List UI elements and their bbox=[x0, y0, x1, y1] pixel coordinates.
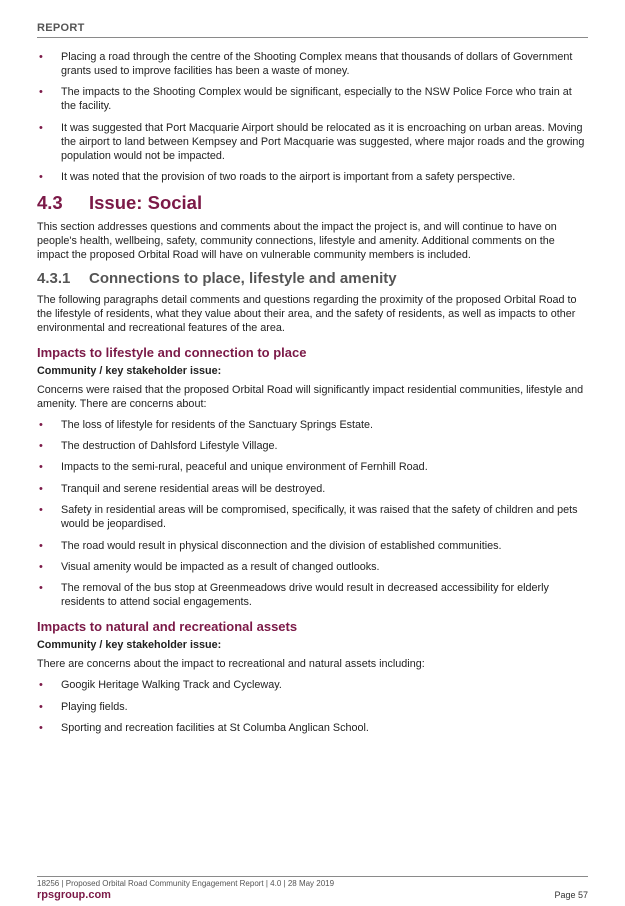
bullet-icon: • bbox=[39, 679, 43, 692]
list-item: • It was noted that the provision of two roads to the airport is important from a safety perspective. bbox=[39, 171, 516, 184]
page-footer bbox=[37, 876, 588, 901]
page-content bbox=[37, 50, 588, 742]
section-number: 4.3 bbox=[37, 191, 63, 213]
list-item: • The road would result in physical disconnection and the division of established communities. bbox=[39, 539, 502, 552]
lifestyle-bullet-list bbox=[37, 418, 588, 610]
bullet-icon: • bbox=[39, 482, 43, 495]
subsection-heading bbox=[37, 270, 588, 287]
natural-issue-label: Community / key stakeholder issue: bbox=[37, 639, 222, 652]
list-item: • Googik Heritage Walking Track and Cycleway. bbox=[39, 679, 282, 692]
lifestyle-issue-label: Community / key stakeholder issue: bbox=[37, 364, 222, 377]
bullet-icon: • bbox=[39, 560, 43, 573]
bullet-icon: • bbox=[39, 582, 43, 595]
list-item: • Visual amenity would be impacted as a result of changed outlooks. bbox=[39, 560, 380, 573]
list-item: • The loss of lifestyle for residents of the Sanctuary Springs Estate. bbox=[39, 418, 374, 431]
list-item: • Tranquil and serene residential areas will be destroyed. bbox=[39, 482, 326, 495]
page-number: Page 57 bbox=[554, 890, 588, 900]
list-item: • Safety in residential areas will be compromised, specifically, it was raised that the safety of children and pets would be jeopardised. bbox=[39, 504, 578, 531]
bullet-icon: • bbox=[39, 461, 43, 474]
bullet-icon: • bbox=[39, 722, 43, 735]
intro-bullet-list bbox=[37, 50, 588, 184]
bullet-icon: • bbox=[39, 439, 43, 452]
bullet-icon: • bbox=[39, 539, 43, 552]
bullet-icon: • bbox=[39, 504, 43, 517]
lifestyle-heading: Impacts to lifestyle and connection to place bbox=[37, 344, 307, 360]
subsection-number: 4.3.1 bbox=[37, 269, 71, 287]
list-item: • The impacts to the Shooting Complex would be significant, especially to the NSW Police Force who train at the facility. bbox=[39, 86, 572, 113]
section-heading bbox=[37, 192, 588, 214]
footer-row bbox=[37, 889, 588, 901]
bullet-icon: • bbox=[39, 86, 43, 99]
list-item: • The removal of the bus stop at Greenmeadows drive would result in decreased accessibility for elderly residents to attend social engagements. bbox=[39, 582, 549, 609]
list-item: • Impacts to the semi-rural, peaceful and unique environment of Fernhill Road. bbox=[39, 461, 428, 474]
section-intro: This section addresses questions and comments about the impact the project is, and will continue to have on people's health, wellbeing, safety, community connections, lifestyle and amenity. Additional comments on the impact the proposed Orbital Road will have on vulnerable community members is included. bbox=[37, 220, 557, 261]
bullet-icon: • bbox=[39, 700, 43, 713]
list-item: • Placing a road through the centre of the Shooting Complex means that thousands of dollars of Government grants used to improve facilities has been a waste of money. bbox=[39, 51, 573, 77]
bullet-icon: • bbox=[39, 121, 43, 134]
header-title: REPORT bbox=[37, 22, 85, 34]
natural-heading: Impacts to natural and recreational assets bbox=[37, 619, 298, 635]
page-header bbox=[37, 22, 588, 38]
subsection-intro: The following paragraphs detail comments and questions regarding the proximity of the proposed Orbital Road to the lifestyle of residents, what they value about their area, and the safety of residents, as well as impacts to other environmental and recreational features of the area. bbox=[37, 293, 577, 334]
list-item: • The destruction of Dahlsford Lifestyle Village. bbox=[39, 439, 278, 452]
bullet-icon: • bbox=[39, 418, 43, 431]
list-item: • Sporting and recreation facilities at St Columba Anglican School. bbox=[39, 722, 369, 735]
bullet-icon: • bbox=[39, 51, 43, 63]
lifestyle-intro: Concerns were raised that the proposed Orbital Road will significantly impact residential communities, lifestyle and amenity. There are concerns about: bbox=[37, 383, 584, 410]
natural-bullet-list bbox=[37, 678, 588, 735]
subsection-title: Connections to place, lifestyle and amenity bbox=[89, 269, 397, 287]
footer-reference: 18256 | Proposed Orbital Road Community Engagement Report | 4.0 | 28 May 2019 bbox=[37, 879, 335, 888]
natural-intro: There are concerns about the impact to recreational and natural assets including: bbox=[37, 658, 425, 671]
list-item: • Playing fields. bbox=[39, 700, 128, 713]
list-item: • It was suggested that Port Macquarie Airport should be relocated as it is encroaching on urban areas. Moving the airport to land between Kempsey and Port Macquarie was suggested, where major roads and the growing population would not be impacted. bbox=[39, 121, 585, 162]
footer-website-link[interactable]: rpsgroup.com bbox=[37, 889, 111, 901]
section-title: Issue: Social bbox=[89, 191, 203, 213]
bullet-icon: • bbox=[39, 171, 43, 184]
